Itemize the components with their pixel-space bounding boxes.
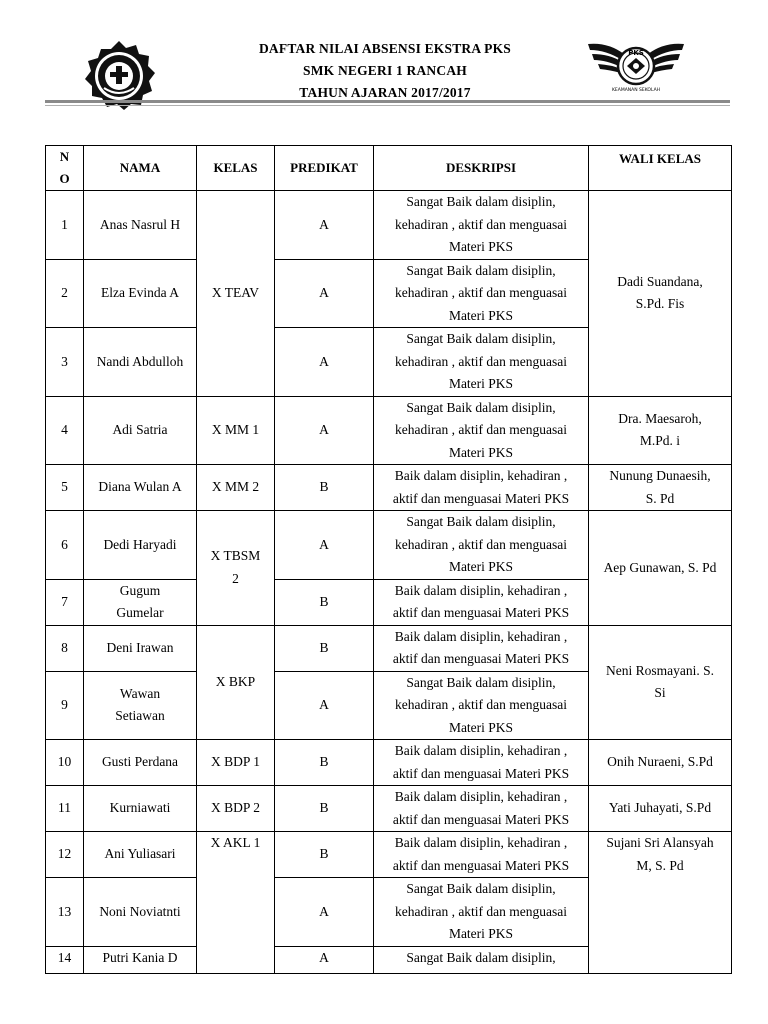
cell-wali-kelas: Nunung Dunaesih, S. Pd	[589, 465, 732, 511]
cell-wali-kelas: Dra. Maesaroh, M.Pd. i	[589, 396, 732, 465]
column-header-predikat: PREDIKAT	[275, 146, 374, 191]
cell-kelas: X AKL 1	[197, 832, 275, 1015]
cell-nama: Gusti Perdana	[84, 740, 197, 786]
cell-predikat: A	[275, 671, 374, 740]
table-row	[46, 832, 732, 878]
cell-no: 14	[46, 946, 84, 1015]
cell-deskripsi: Baik dalam disiplin, kehadiran , aktif dan menguasai Materi PKS	[374, 786, 589, 832]
cell-no: 11	[46, 786, 84, 832]
table-row	[46, 786, 732, 832]
cell-predikat: B	[275, 579, 374, 625]
cell-deskripsi: Sangat Baik dalam disiplin, kehadiran , aktif dan menguasai Materi PKS	[374, 396, 589, 465]
column-header-deskripsi: DESKRIPSI	[374, 146, 589, 191]
cell-predikat: B	[275, 625, 374, 671]
table-row	[46, 465, 732, 511]
cell-no: 10	[46, 740, 84, 786]
cell-nama: Dedi Haryadi	[84, 511, 197, 580]
cell-nama: Elza Evinda A	[84, 259, 197, 328]
cell-deskripsi: Baik dalam disiplin, kehadiran , aktif dan menguasai Materi PKS	[374, 465, 589, 511]
header-rule-thick	[45, 100, 730, 103]
cell-nama: Wawan Setiawan	[84, 671, 197, 740]
cell-deskripsi: Sangat Baik dalam disiplin, kehadiran , aktif dan menguasai Materi PKS	[374, 671, 589, 740]
cell-deskripsi: Sangat Baik dalam disiplin, kehadiran , aktif dan menguasai Materi PKS	[374, 259, 589, 328]
document-header	[0, 0, 768, 120]
cell-no: 8	[46, 625, 84, 671]
cell-deskripsi: Sangat Baik dalam disiplin, kehadiran , aktif dan menguasai Materi PKS	[374, 191, 589, 260]
cell-nama: Gugum Gumelar	[84, 579, 197, 625]
doc-title-line-2: SMK NEGERI 1 RANCAH	[303, 63, 467, 78]
table-row	[46, 740, 732, 786]
column-header-kelas: KELAS	[197, 146, 275, 191]
cell-predikat: B	[275, 832, 374, 878]
cell-predikat: A	[275, 259, 374, 328]
page-bottom-margin	[0, 974, 768, 1024]
cell-predikat: A	[275, 396, 374, 465]
cell-no: 7	[46, 579, 84, 625]
cell-deskripsi: Sangat Baik dalam disiplin,	[374, 946, 589, 1015]
pks-emblem-icon	[586, 38, 686, 102]
table-header-row	[46, 146, 732, 191]
cell-predikat: A	[275, 511, 374, 580]
cell-predikat: B	[275, 786, 374, 832]
cell-no: 5	[46, 465, 84, 511]
cell-wali-kelas: Neni Rosmayani. S. Si	[589, 625, 732, 740]
cell-kelas: X MM 1	[197, 396, 275, 465]
cell-kelas: X TBSM 2	[197, 511, 275, 626]
cell-wali-kelas: Yati Juhayati, S.Pd	[589, 786, 732, 832]
table-row	[46, 191, 732, 260]
cell-kelas: X TEAV	[197, 191, 275, 397]
cell-kelas: X BKP	[197, 625, 275, 740]
cell-nama: Anas Nasrul H	[84, 191, 197, 260]
cell-deskripsi: Baik dalam disiplin, kehadiran , aktif dan menguasai Materi PKS	[374, 740, 589, 786]
column-header-wali-kelas: WALI KELAS	[589, 146, 732, 191]
grades-table	[45, 145, 732, 1015]
cell-wali-kelas: Sujani Sri Alansyah M, S. Pd	[589, 832, 732, 1015]
cell-no: 3	[46, 328, 84, 397]
cell-deskripsi: Sangat Baik dalam disiplin, kehadiran , aktif dan menguasai Materi PKS	[374, 511, 589, 580]
cell-wali-kelas: Dadi Suandana, S.Pd. Fis	[589, 191, 732, 397]
cell-kelas: X BDP 1	[197, 740, 275, 786]
cell-nama: Noni Noviatnti	[84, 878, 197, 947]
header-rule-thin	[45, 105, 730, 106]
cell-no: 6	[46, 511, 84, 580]
cell-nama: Putri Kania D	[84, 946, 197, 1015]
cell-deskripsi: Baik dalam disiplin, kehadiran , aktif dan menguasai Materi PKS	[374, 579, 589, 625]
table-row	[46, 396, 732, 465]
cell-no: 13	[46, 878, 84, 947]
doc-title-line-3: TAHUN AJARAN 2017/2017	[299, 85, 471, 100]
cell-wali-kelas: Aep Gunawan, S. Pd	[589, 511, 732, 626]
emblem-text: PKS	[628, 49, 644, 57]
cell-kelas: X MM 2	[197, 465, 275, 511]
cell-wali-kelas: Onih Nuraeni, S.Pd	[589, 740, 732, 786]
table-row	[46, 511, 732, 580]
cell-predikat: A	[275, 191, 374, 260]
cell-deskripsi: Sangat Baik dalam disiplin, kehadiran , aktif dan menguasai Materi PKS	[374, 328, 589, 397]
cell-no: 4	[46, 396, 84, 465]
cell-nama: Adi Satria	[84, 396, 197, 465]
cell-no: 2	[46, 259, 84, 328]
emblem-subtext: KEAMANAN SEKOLAH	[611, 88, 661, 93]
cell-no: 1	[46, 191, 84, 260]
cell-no: 12	[46, 832, 84, 878]
cell-nama: Deni Irawan	[84, 625, 197, 671]
table-row	[46, 625, 732, 671]
cell-kelas: X BDP 2	[197, 786, 275, 832]
column-header-no: N O	[46, 146, 84, 191]
cell-nama: Nandi Abdulloh	[84, 328, 197, 397]
cell-deskripsi: Baik dalam disiplin, kehadiran , aktif dan menguasai Materi PKS	[374, 625, 589, 671]
table-bottom-border	[45, 973, 731, 974]
column-header-nama: NAMA	[84, 146, 197, 191]
cell-predikat: A	[275, 878, 374, 947]
cell-deskripsi: Baik dalam disiplin, kehadiran , aktif dan menguasai Materi PKS	[374, 832, 589, 878]
cell-predikat: A	[275, 946, 374, 1015]
cell-nama: Kurniawati	[84, 786, 197, 832]
doc-title-line-1: DAFTAR NILAI ABSENSI EKSTRA PKS	[258, 41, 511, 56]
cell-nama: Ani Yuliasari	[84, 832, 197, 878]
cell-predikat: B	[275, 740, 374, 786]
cell-nama: Diana Wulan A	[84, 465, 197, 511]
cell-predikat: B	[275, 465, 374, 511]
cell-deskripsi: Sangat Baik dalam disiplin, kehadiran , aktif dan menguasai Materi PKS	[374, 878, 589, 947]
cell-no: 9	[46, 671, 84, 740]
cell-predikat: A	[275, 328, 374, 397]
